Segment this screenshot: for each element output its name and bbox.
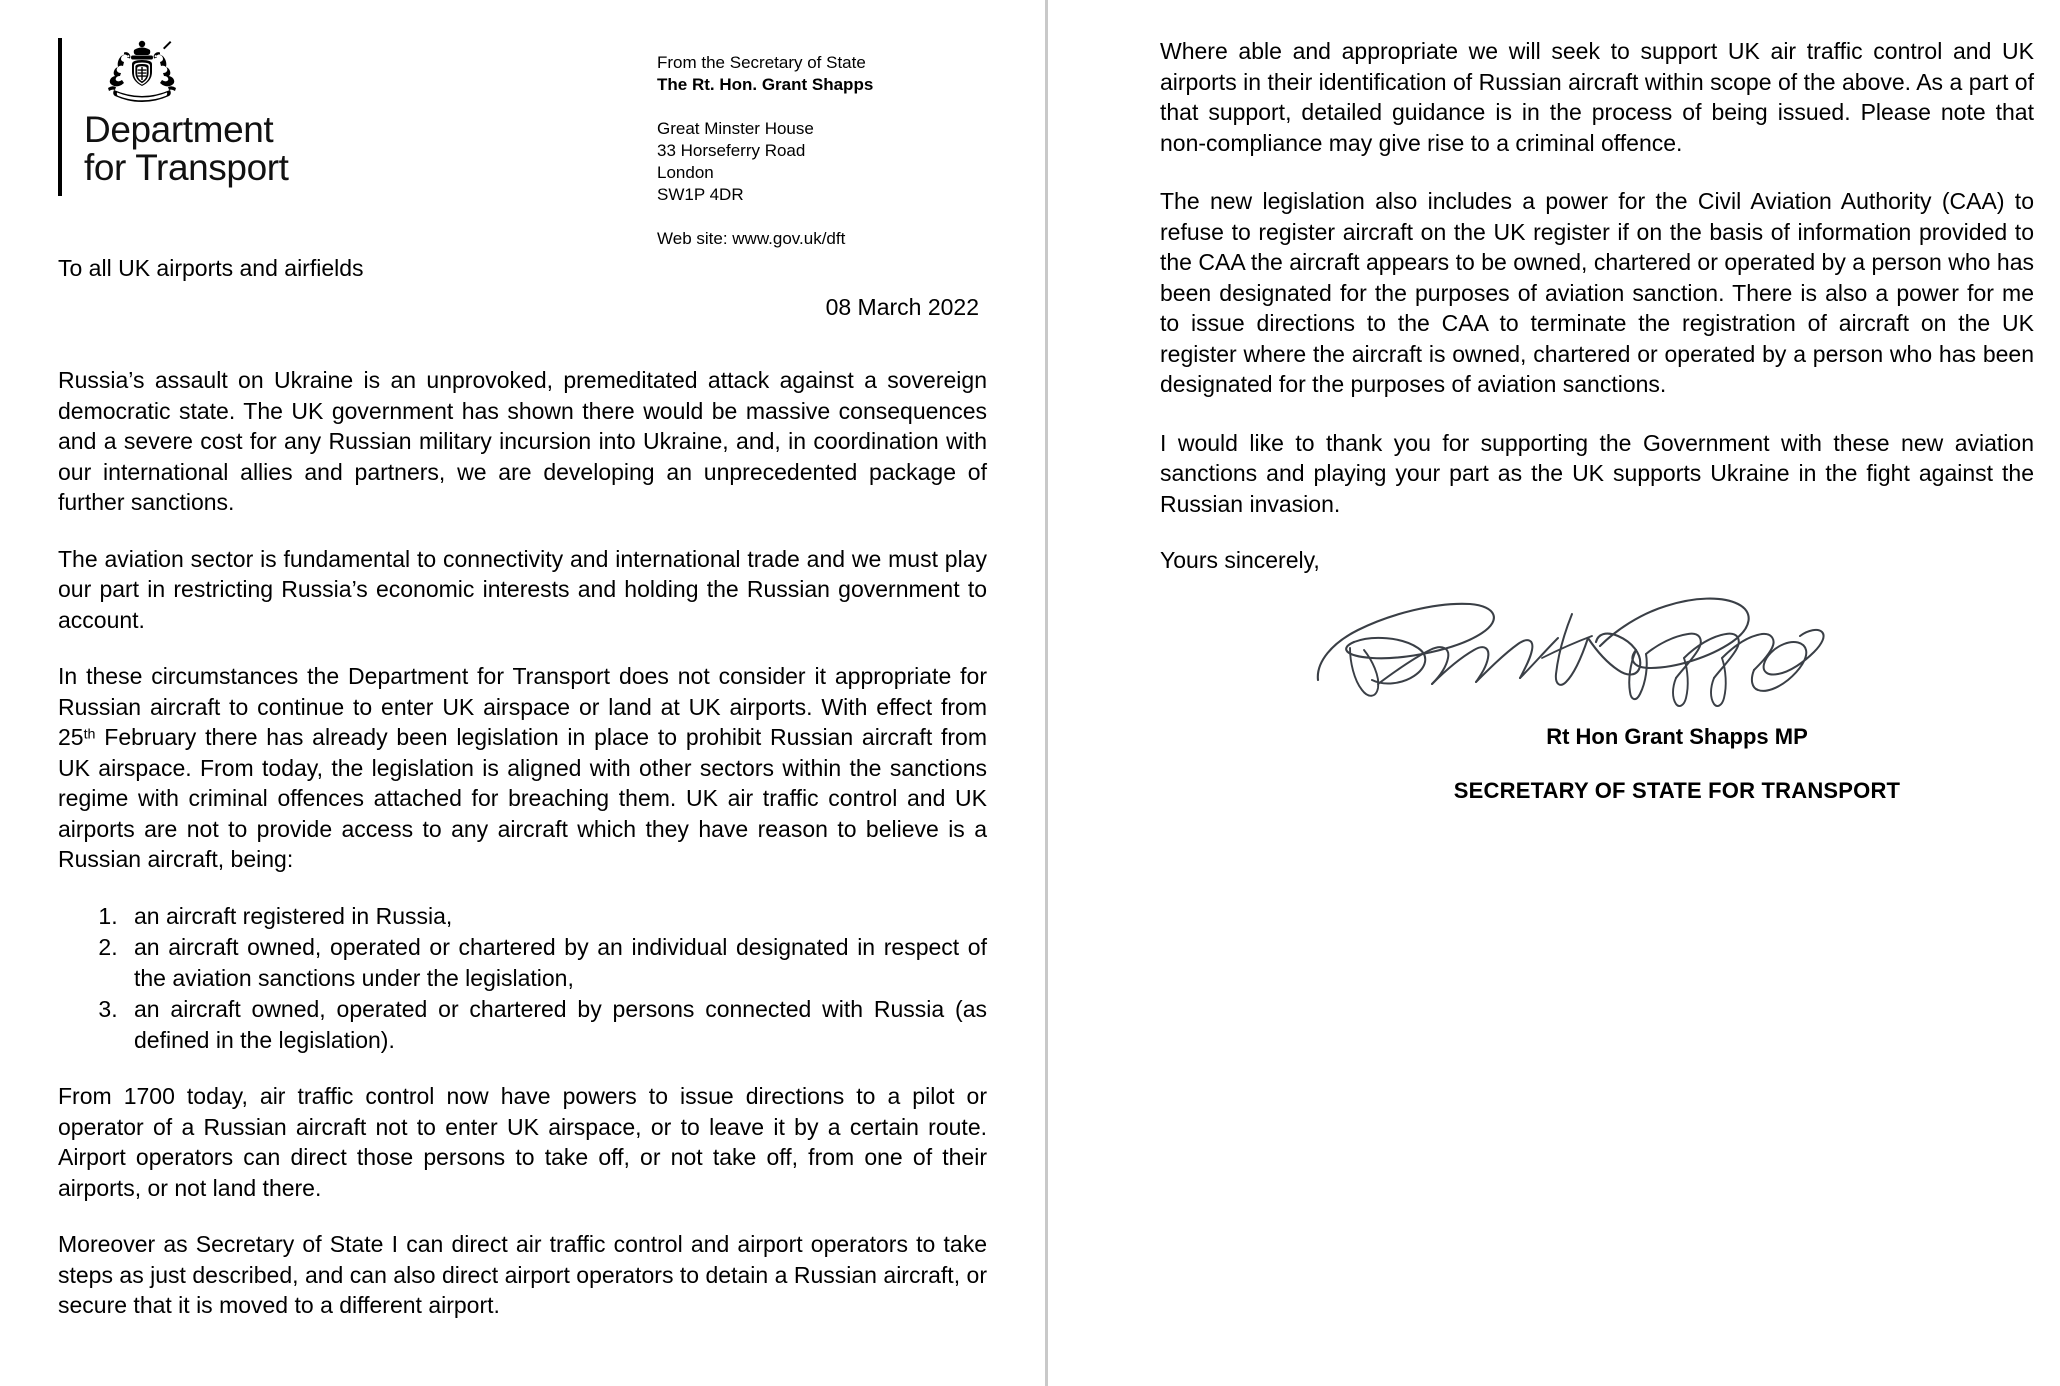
letter-date: 08 March 2022 [825,294,979,320]
address-line-3: London [657,163,714,182]
logo-marks [84,38,289,196]
ordinal-suffix: th [83,726,96,743]
logo-vertical-rule [58,38,62,196]
letter-body-page-one [58,365,987,1321]
department-name-line2: for Transport [84,147,289,188]
paragraph-secretary-directions: Moreover as Secretary of State I can direct air traffic control and airport operators to take steps as just described, and can also direct airport operators to detain a Russian aircraft, or secure that it is moved to a different airport. [58,1231,987,1318]
address-line-2: 33 Horseferry Road [657,141,806,160]
address-spacer [657,96,987,118]
recipient-line: To all UK airports and airfields [58,255,364,281]
address-line-1: Great Minster House [657,119,814,138]
minister-name: The Rt. Hon. Grant Shapps [657,75,874,94]
aircraft-definition-list [58,901,987,1056]
from-secretary-of-state-line: From the Secretary of State [657,53,866,72]
letter-page-two [1048,0,2060,1386]
letterhead [58,30,987,248]
list-item: 1. an aircraft registered in Russia, [124,901,987,932]
paragraph-legislation-part2: February there has already been legislation in place to prohibit Russian aircraft from UK airspace. From today, the legislation is aligned with other sectors within the sanctions regime with criminal offences attached for breaching them. UK air traffic control and UK airports are not to provide access to any aircraft which they have reason to believe is a Russian aircraft, being: [58,724,987,872]
paragraph-support-identification: Where able and appropriate we will seek to support UK air traffic control and UK airports in their identification of Russian aircraft within scope of the above. As a part of that support, detailed guidance is in the process of being issued. Please note that non-compliance may give rise to a criminal offence. [1160,38,2034,156]
letter-body-page-two [1160,36,2034,804]
sender-address-block [657,30,987,250]
paragraph-russia-assault: Russia’s assault on Ukraine is an unprovoked, premeditated attack against a sovereign democratic state. The UK government has shown there would be massive consequences and a severe cost for any Russian military incursion into Ukraine, and, in coordination with our international allies and partners, we are developing an unprecedented package of further sanctions. [58,367,987,515]
paragraph-aviation-sector: The aviation sector is fundamental to connectivity and international trade and we must play our part in restricting Russia’s economic interests and holding the Russian government to account. [58,545,987,633]
paragraph-legislation-part1: In these circumstances the Department for Transport does not consider it appropriate for Russian aircraft to continue to enter UK airspace or land at UK airports. With effect from 25 [58,663,987,750]
list-item: 3. an aircraft owned, operated or chartered by persons connected with Russia (as defined in the legislation). [124,994,987,1055]
paragraph-caa-powers: The new legislation also includes a power for the Civil Aviation Authority (CAA) to refuse to register aircraft on the UK register if on the basis of information provided to the CAA the aircraft appears to be owned, chartered or operated by a person who has been designated for the purposes of aviation sanction. There is also a power for me to issue directions to the CAA to terminate the registration of aircraft on the UK register where the aircraft is owned, chartered or operated by a person who has been designated for the purposes of aviation sanctions. [1160,188,2034,397]
address-line-4: SW1P 4DR [657,185,744,204]
dft-logo [58,30,289,196]
signatory-name: Rt Hon Grant Shapps MP [1546,724,1808,749]
paragraph-atc-powers: From 1700 today, air traffic control now have powers to issue directions to a pilot or operator of a Russian aircraft not to enter UK airspace, or to leave it by a certain route. Airport operators can direct those persons to take off, or not take off, from one of their airports, or not land there. [58,1083,987,1201]
website-line: Web site: www.gov.uk/dft [657,229,846,248]
valediction: Yours sincerely, [1160,547,1320,573]
signatory-title: SECRETARY OF STATE FOR TRANSPORT [1453,778,1901,803]
paragraph-thanks: I would like to thank you for supporting the Government with these new aviation sanctions and playing your part as the UK supports Ukraine in the fight against the Russian invasion. [1160,429,2034,517]
paragraph-legislation [58,661,987,875]
department-name-line1: Department [84,109,274,150]
list-item: 2. an aircraft owned, operated or chartered by an individual designated in respect of the aviation sanctions under the legislation, [124,932,987,993]
royal-coat-of-arms-icon [84,38,289,107]
handwritten-signature-icon [1310,588,1870,718]
